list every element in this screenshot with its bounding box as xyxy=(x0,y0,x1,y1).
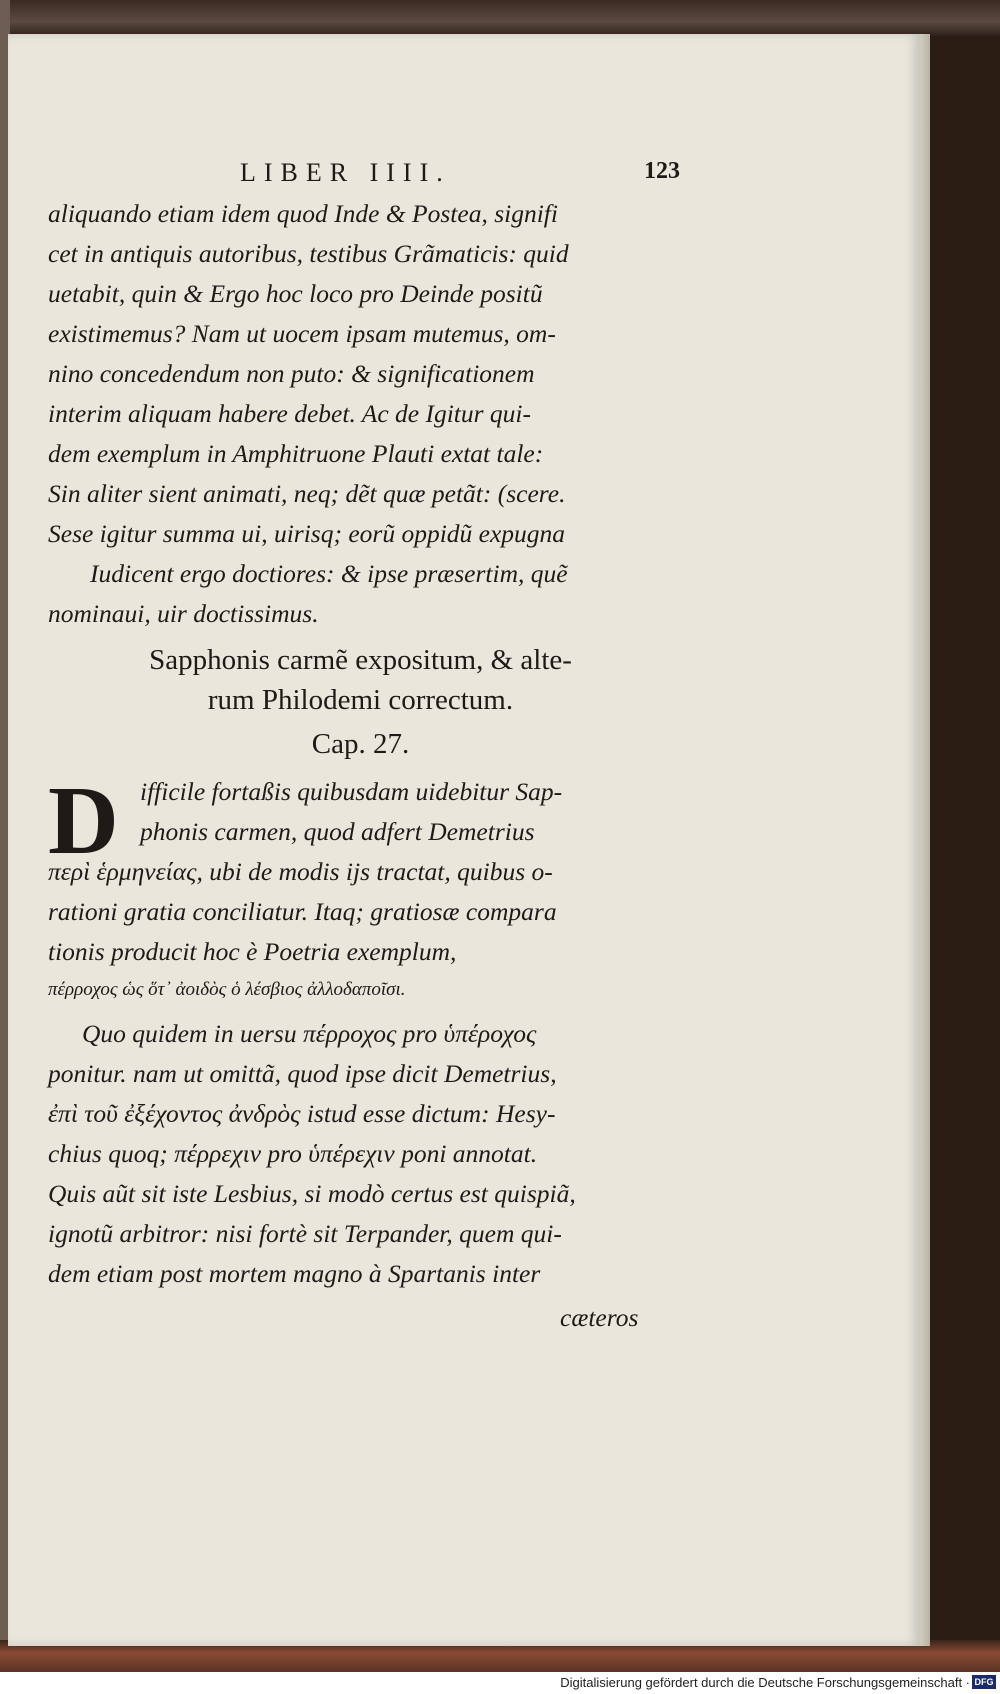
text-line: existimemus? Nam ut uocem ipsam mutemus, om- xyxy=(48,319,556,348)
chapter-heading: Sapphonis carmẽ expositum, & alte- xyxy=(149,644,572,676)
text-line: περὶ ἑρμηνείας, ubi de modis ijs tractat, quibus o- xyxy=(48,857,553,886)
book-page xyxy=(8,34,920,1646)
running-header xyxy=(240,158,680,192)
text-line: aliquando etiam idem quod Inde & Postea, signifi xyxy=(48,199,558,228)
text-line: Quis aũt sit iste Lesbius, si modò certus est quispiã, xyxy=(48,1179,576,1208)
text-line: dem etiam post mortem magno à Spartanis inter xyxy=(48,1259,541,1288)
chapter-number: Cap. 27. xyxy=(311,728,410,760)
text-line: Sese igitur summa ui, uirisq; eorũ oppidũ expugna xyxy=(48,519,566,548)
text-line: rationi gratia conciliatur. Itaq; gratiosæ compara xyxy=(48,897,557,926)
text-line: ifficile fortaßis quibusdam uidebitur Sap- xyxy=(140,777,563,806)
dfg-logo-icon: DFG xyxy=(972,1675,996,1689)
text-line: ἐπὶ τοῦ ἐξέχοντος ἀνδρὸς istud esse dictum: Hesy- xyxy=(48,1099,556,1128)
header-title: LIBER IIII. xyxy=(240,158,451,187)
catchword: cæteros xyxy=(560,1303,639,1332)
digitization-credit: Digitalisierung gefördert durch die Deutsche Forschungsgemeinschaft · xyxy=(560,1675,970,1690)
greek-verse-line: πέρροχος ὡς ὅτ᾽ ἀοιδὸς ὁ λέσβιος ἀλλοδαποῖσι. xyxy=(48,979,406,1000)
text-line: phonis carmen, quod adfert Demetrius xyxy=(140,817,535,846)
page-number: 123 xyxy=(644,158,680,184)
text-line: uetabit, quin & Ergo hoc loco pro Deinde positũ xyxy=(48,279,543,308)
text-line: ignotũ arbitror: nisi fortè sit Terpander, quem qui- xyxy=(48,1219,562,1248)
text-line: Sin aliter sient animati, neq; dẽt quæ petãt: (scere. xyxy=(48,479,566,508)
initial-letter: D xyxy=(48,767,119,875)
text-line: nominaui, uir doctissimus. xyxy=(48,599,319,628)
book-binding-top xyxy=(0,0,1000,36)
text-line: chius quoq; πέρρεχιν pro ὑπέρεχιν poni annotat. xyxy=(48,1139,538,1168)
text-line: Iudicent ergo doctiores: & ipse præsertim, quẽ xyxy=(90,559,568,588)
footer-bar xyxy=(0,1672,1000,1694)
text-line: Quo quidem in uersu πέρροχος pro ὑπέροχος xyxy=(82,1019,537,1048)
text-line: ponitur. nam ut omittã, quod ipse dicit Demetrius, xyxy=(48,1059,557,1088)
text-line: cet in antiquis autoribus, testibus Grãmaticis: quid xyxy=(48,239,569,268)
text-line: nino concedendum non puto: & significationem xyxy=(48,359,535,388)
text-line: tionis producit hoc è Poetria exemplum, xyxy=(48,937,457,966)
chapter-heading: rum Philodemi correctum. xyxy=(207,684,514,716)
text-line: interim aliquam habere debet. Ac de Igitur qui- xyxy=(48,399,531,428)
text-line: dem exemplum in Amphitruone Plauti extat tale: xyxy=(48,439,544,468)
